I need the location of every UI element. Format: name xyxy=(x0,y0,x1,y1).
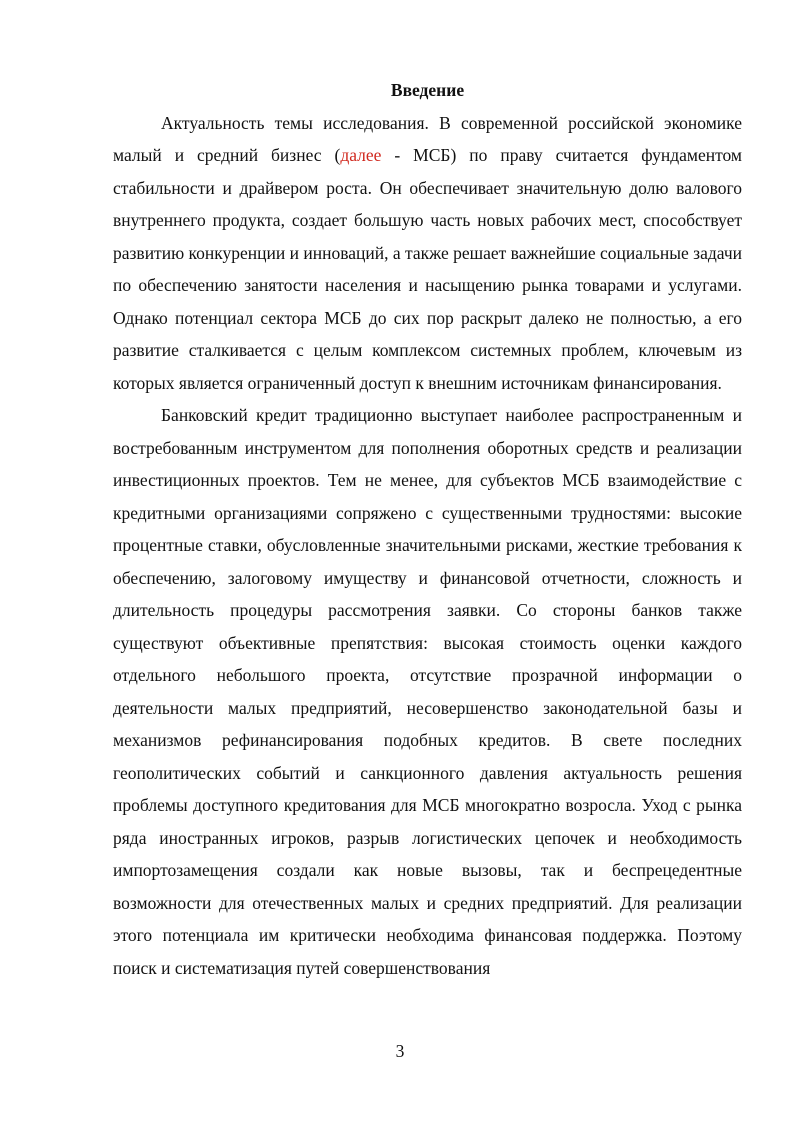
paragraph-2: Банковский кредит традиционно выступает наиболее распространенным и востребованным инструментом для пополнения оборотных средств и реализации инвестиционных проектов. Тем не менее, для субъектов МСБ взаимодействие с кредитными организациями сопряжено с существенными трудностями: высокие процентные ставки, обусловленные значительными рисками, жесткие требования к обеспечению, залоговому имуществу и финансовой отчетности, сложность и длительность процедуры рассмотрения заявки. Со стороны банков также существуют объективные препятствия: высокая стоимость оценки каждого отдельного небольшого проекта, отсутствие прозрачной информации о деятельности малых предприятий, несовершенство законодательной базы и механизмов рефинансирования подобных кредитов. В свете последних геополитических событий и санкционного давления актуальность решения проблемы доступного кредитования для МСБ многократно возросла. Уход с рынка ряда иностранных игроков, разрыв логистических цепочек и необходимость импортозамещения создали как новые вызовы, так и беспрецедентные возможности для отечественных малых и средних предприятий. Для реализации этого потенциала им критически необходима финансовая поддержка. Поэтому поиск и систематизация путей совершенствования xyxy=(113,405,742,978)
page-title: Введение xyxy=(390,80,465,100)
paragraph-1 xyxy=(113,107,742,400)
page-content xyxy=(113,74,742,984)
highlighted-word: далее xyxy=(340,145,382,165)
paragraph-1-text-end: - МСБ) по праву считается фундаментом стабильности и драйвером роста. Он обеспечивает значительную долю валового внутреннего продукта, создает большую часть новых рабочих мест, способствует развитию конкуренции и инноваций, а также решает важнейшие социальные задачи по обеспечению занятости населения и насыщению рынка товарами и услугами. Однако потенциал сектора МСБ до сих пор раскрыт далеко не полностью, а его развитие сталкивается с целым комплексом системных проблем, ключевым из которых является ограниченный доступ к внешним источникам финансирования. xyxy=(113,145,743,393)
paragraph-1-text-start: Актуальность темы исследования. В современной российской экономике малый и средний бизнес ( xyxy=(113,112,742,165)
page-number: 3 xyxy=(395,1041,405,1061)
